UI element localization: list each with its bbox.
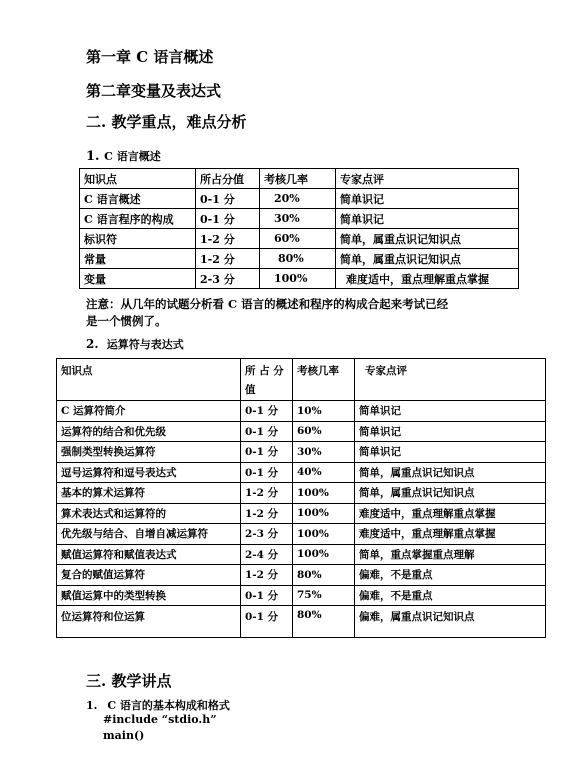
subsection-2-number: 2. <box>86 337 99 351</box>
cell-rate: 80% <box>293 606 355 638</box>
cell-comment: 简单识记 <box>355 421 546 442</box>
header-cell: 所占分值 <box>196 169 260 189</box>
chapter-2-heading: 第二章变量及表达式 <box>86 82 222 100</box>
cell-topic: C 语言概述 <box>80 189 196 209</box>
table-row <box>57 421 546 442</box>
header-cell: 考核几率 <box>260 169 336 189</box>
table-row <box>57 544 546 565</box>
subsection-1-number: 1. <box>86 149 100 164</box>
cell-topic: 算术表达式和运算符的 <box>57 503 241 524</box>
table-row <box>57 442 546 463</box>
cell-score: 2-3 分 <box>241 524 293 545</box>
table-operators <box>56 358 546 638</box>
cell-rate: 100% <box>293 503 355 524</box>
cell-comment: 难度适中，重点理解重点掌握 <box>355 524 546 545</box>
table-row <box>57 483 546 504</box>
cell-rate: 100% <box>293 483 355 504</box>
cell-comment: 简单，属重点识记知识点 <box>336 229 519 249</box>
header-cell: 考核几率 <box>293 359 355 401</box>
table-header-row <box>57 359 546 401</box>
cell-score: 0-1 分 <box>241 606 293 638</box>
subsection-1-title: C 语言概述 <box>104 150 161 163</box>
subsection-3-title: C 语言的基本构成和格式 <box>107 699 230 712</box>
cell-topic: 逗号运算符和逗号表达式 <box>57 462 241 483</box>
subsection-2-heading <box>86 336 184 352</box>
cell-score: 1-2 分 <box>196 229 260 249</box>
cell-comment: 简单识记 <box>336 209 519 229</box>
cell-rate: 10% <box>293 401 355 422</box>
header-cell: 所 占 分 值 <box>241 359 293 401</box>
cell-topic: 位运算符和位运算 <box>57 606 241 638</box>
header-cell: 专家点评 <box>336 169 519 189</box>
subsection-2-title: 运算符与表达式 <box>106 338 184 351</box>
table-row <box>80 269 519 289</box>
cell-rate: 100% <box>260 269 336 289</box>
code-line-include: #include “stdio.h” <box>103 713 217 726</box>
cell-rate: 30% <box>293 442 355 463</box>
table-row <box>57 524 546 545</box>
header-cell: 专家点评 <box>355 359 546 401</box>
cell-comment: 难度适中，重点理解重点掌握 <box>355 503 546 524</box>
table-c-overview <box>79 168 519 289</box>
cell-rate: 100% <box>293 524 355 545</box>
cell-rate: 20% <box>260 189 336 209</box>
cell-comment: 难度适中，重点理解重点掌握 <box>336 269 519 289</box>
table-row <box>80 189 519 209</box>
cell-topic: 基本的算术运算符 <box>57 483 241 504</box>
table-row <box>57 462 546 483</box>
table-row <box>57 606 546 638</box>
header-cell: 知识点 <box>57 359 241 401</box>
cell-score: 0-1 分 <box>241 421 293 442</box>
cell-score: 0-1 分 <box>241 442 293 463</box>
subsection-3-number: 1. <box>86 699 98 712</box>
cell-score: 0-1 分 <box>196 209 260 229</box>
cell-topic: 强制类型转换运算符 <box>57 442 241 463</box>
cell-comment: 偏难，不是重点 <box>355 585 546 606</box>
subsection-3-heading <box>86 697 230 713</box>
cell-score: 0-1 分 <box>241 462 293 483</box>
cell-score: 0-1 分 <box>241 401 293 422</box>
chapter-1-heading: 第一章 C 语言概述 <box>86 48 214 66</box>
cell-comment: 简单识记 <box>355 442 546 463</box>
cell-comment: 简单，属重点识记知识点 <box>355 462 546 483</box>
note-line-1: 注意：从几年的试题分析看 C 语言的概述和程序的构成合起来考试已经 <box>86 297 449 311</box>
cell-rate: 80% <box>260 249 336 269</box>
cell-score: 1-2 分 <box>241 565 293 586</box>
header-cell: 知识点 <box>80 169 196 189</box>
cell-score: 0-1 分 <box>241 585 293 606</box>
table-row <box>80 209 519 229</box>
cell-rate: 100% <box>293 544 355 565</box>
cell-score: 1-2 分 <box>196 249 260 269</box>
cell-topic: 赋值运算中的类型转换 <box>57 585 241 606</box>
cell-topic: 赋值运算符和赋值表达式 <box>57 544 241 565</box>
cell-score: 2-3 分 <box>196 269 260 289</box>
cell-topic: 复合的赋值运算符 <box>57 565 241 586</box>
section-2-heading: 二. 教学重点，难点分析 <box>86 113 247 131</box>
cell-comment: 简单，重点掌握重点理解 <box>355 544 546 565</box>
table-row <box>57 503 546 524</box>
cell-score: 1-2 分 <box>241 483 293 504</box>
cell-score: 0-1 分 <box>196 189 260 209</box>
cell-comment: 偏难，属重点识记知识点 <box>355 606 546 638</box>
cell-topic: 常量 <box>80 249 196 269</box>
table-row <box>80 229 519 249</box>
table-header-row <box>80 169 519 189</box>
cell-comment: 简单，属重点识记知识点 <box>355 483 546 504</box>
cell-rate: 60% <box>260 229 336 249</box>
table-row <box>57 401 546 422</box>
section-3-heading: 三. 教学讲点 <box>86 672 172 690</box>
cell-comment: 偏难，不是重点 <box>355 565 546 586</box>
table-row <box>80 249 519 269</box>
table-row <box>57 565 546 586</box>
cell-rate: 30% <box>260 209 336 229</box>
subsection-1-heading <box>86 148 161 164</box>
cell-comment: 简单识记 <box>355 401 546 422</box>
note-line-2: 是一个惯例了。 <box>86 314 167 328</box>
cell-rate: 40% <box>293 462 355 483</box>
cell-topic: C 语言程序的构成 <box>80 209 196 229</box>
cell-topic: 标识符 <box>80 229 196 249</box>
cell-score: 2-4 分 <box>241 544 293 565</box>
cell-topic: 优先级与结合、自增自减运算符 <box>57 524 241 545</box>
cell-rate: 80% <box>293 565 355 586</box>
cell-comment: 简单识记 <box>336 189 519 209</box>
code-line-main: main() <box>103 729 145 742</box>
cell-topic: 运算符的结合和优先级 <box>57 421 241 442</box>
cell-topic: C 运算符简介 <box>57 401 241 422</box>
cell-topic: 变量 <box>80 269 196 289</box>
cell-score: 1-2 分 <box>241 503 293 524</box>
table-row <box>57 585 546 606</box>
cell-rate: 60% <box>293 421 355 442</box>
cell-rate: 75% <box>293 585 355 606</box>
cell-comment: 简单，属重点识记知识点 <box>336 249 519 269</box>
